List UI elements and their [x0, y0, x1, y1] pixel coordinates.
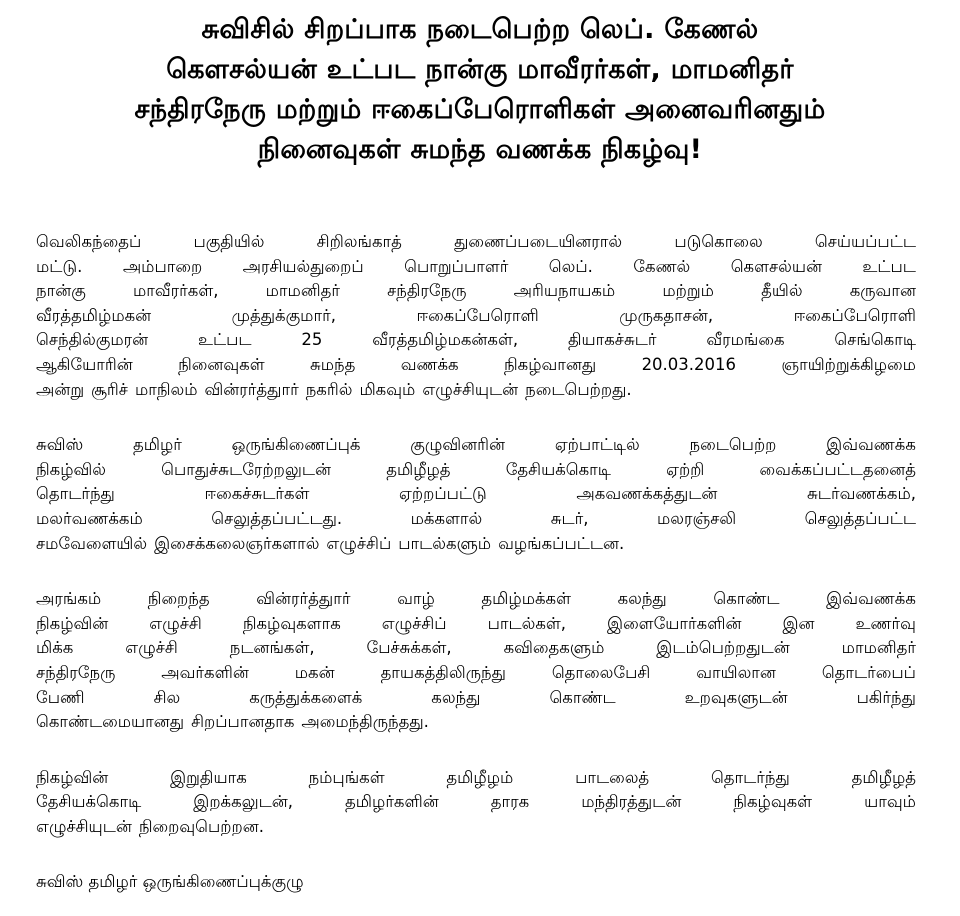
text-line: நிகழ்வின் எழுச்சி நிகழ்வுகளாக எழுச்சிப் பாடல்கள், இளையோர்களின் இன உணர்வு [36, 613, 916, 633]
text-line: மலர்வணக்கம் செலுத்தப்பட்டது. மக்களால் சுடர், மலரஞ்சலி செலுத்தப்பட்ட [36, 508, 916, 528]
text-line: வெலிகந்தைப் பகுதியில் சிறிலங்காத் துணைப்படையினரால் படுகொலை செய்யப்பட்ட [36, 232, 916, 251]
text-line: அன்று சூரிச் மாநிலம் வின்ரர்த்துார் நகரில் மிகவும் எழுச்சியுடன் நடைபெற்றது. [36, 379, 632, 399]
text-line: சமவேளையில் இசைக்கலைஞர்களால் எழுச்சிப் பாடல்களும் வழங்கப்பட்டன. [36, 533, 625, 553]
text-line: எழுச்சியுடன் நிறைவுபெற்றன. [36, 816, 264, 836]
text-line: கொண்டமையானது சிறப்பானதாக அமைந்திருந்தது. [36, 712, 429, 732]
signature: சுவிஸ் தமிழர் ஒருங்கிணைப்புக்குழு [36, 872, 304, 892]
paragraph-3 [36, 587, 916, 735]
text-line: பேணி சில கருத்துக்களைக் கலந்து கொண்ட உறவுகளுடன் பகிர்ந்து [36, 687, 916, 707]
text-line: சுவிஸ் தமிழர் ஒருங்கிணைப்புக் குழுவினரின் ஏற்பாட்டில் நடைபெற்ற இவ்வணக்க [36, 435, 916, 455]
text-line: அரங்கம் நிறைந்த வின்ரர்த்துார் வாழ் தமிழ்மக்கள் கலந்து கொண்ட இவ்வணக்க [36, 589, 916, 609]
headline-line: சுவிசில் சிறப்பாக நடைபெற்ற லெப். கேணல் [201, 14, 759, 45]
text-line: செந்தில்குமரன் உட்பட 25 வீரத்தமிழ்மகன்கள், தியாகச்சுடர் வீரமங்கை செங்கொடி [36, 330, 916, 350]
text-line: சந்திரநேரு அவர்களின் மகன் தாயகத்திலிருந்து தொலைபேசி வாயிலான தொடர்பைப் [36, 662, 916, 682]
text-line: நான்கு மாவீரர்கள், மாமனிதர் சந்திரநேரு அரியநாயகம் மற்றும் தீயில் கருவான [36, 281, 916, 301]
text-line: நிகழ்வில் பொதுச்சுடரேற்றலுடன் தமிழீழத் தேசியக்கொடி ஏற்றி வைக்கப்பட்டதனைத் [36, 459, 916, 479]
text-line: நிகழ்வின் இறுதியாக நம்புங்கள் தமிழீழம் பாடலைத் தொடர்ந்து தமிழீழத் [36, 767, 916, 787]
text-line: மட்டு. அம்பாறை அரசியல்துறைப் பொறுப்பாளர் லெப். கேணல் கௌசல்யன் உட்பட [36, 256, 916, 276]
headline-line: நினைவுகள் சுமந்த வணக்க நிகழ்வு! [257, 134, 703, 165]
text-line: ஆகியோரின் நினைவுகள் சுமந்த வணக்க நிகழ்வானது 20.03.2016 ஞாயிற்றுக்கிழமை [36, 354, 916, 374]
text-line: தேசியக்கொடி இறக்கலுடன், தமிழர்களின் தாரக மந்திரத்துடன் நிகழ்வுகள் யாவும் [36, 792, 916, 812]
headline-line: சந்திரநேரு மற்றும் ஈகைப்பேரொளிகள் அனைவரினதும் [134, 94, 826, 125]
paragraph-2 [36, 433, 916, 556]
paragraph-4 [36, 766, 916, 840]
text-line: வீரத்தமிழ்மகன் முத்துக்குமார், ஈகைப்பேரொளி முருகதாசன், ஈகைப்பேரொளி [36, 305, 916, 325]
text-line: தொடர்ந்து ஈகைச்சுடர்கள் ஏற்றப்பட்டு அகவணக்கத்துடன் சுடர்வணக்கம், [36, 484, 916, 504]
headline-line: கௌசல்யன் உட்பட நான்கு மாவீரர்கள், மாமனிதர் [166, 54, 794, 85]
paragraph-1 [36, 230, 916, 402]
text-line: மிக்க எழுச்சி நடனங்கள், பேச்சுக்கள், கவிதைகளும் இடம்பெற்றதுடன் மாமனிதர் [36, 638, 916, 658]
headline [40, 10, 920, 170]
article-body [36, 230, 916, 895]
